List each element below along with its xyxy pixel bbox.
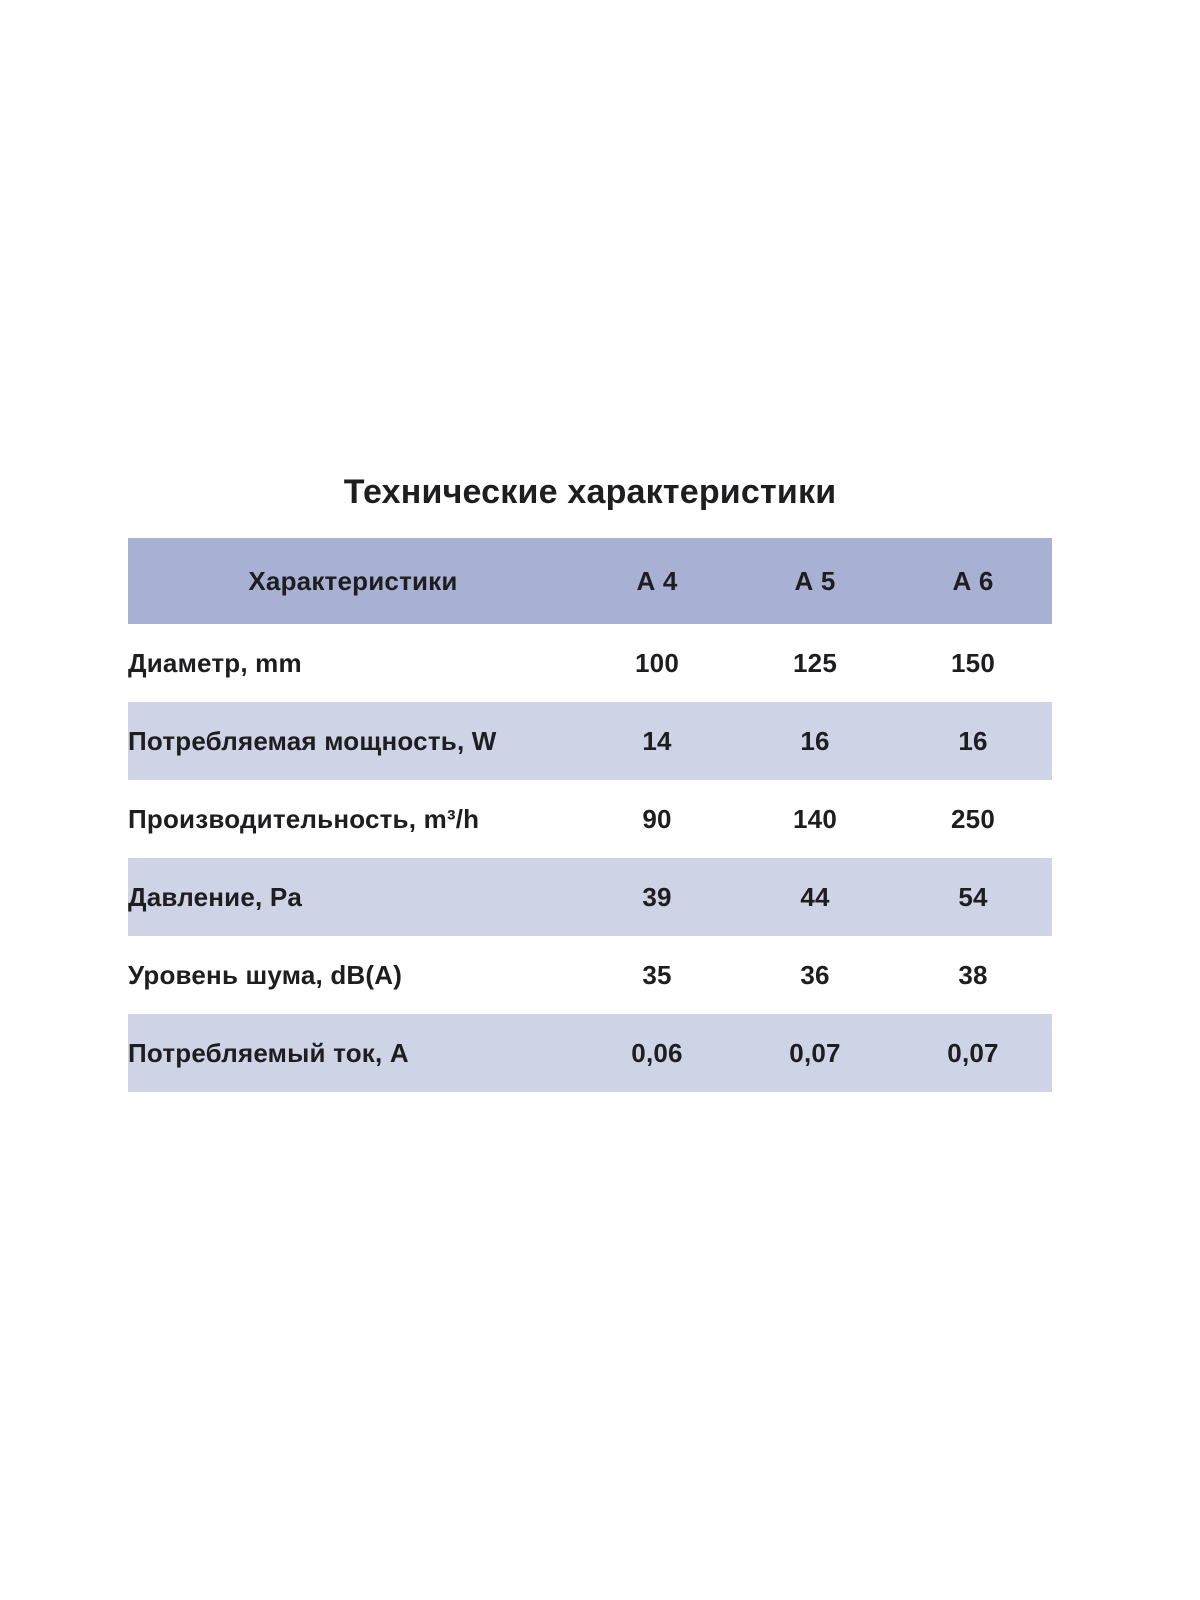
spec-value: 250 (951, 803, 995, 834)
spec-label: Давление, Pa (128, 881, 303, 912)
spec-value: 125 (793, 647, 837, 678)
table-header-row (128, 538, 1052, 624)
spec-label: Потребляемая мощность, W (128, 725, 497, 756)
spec-label: Диаметр, mm (128, 647, 302, 678)
column-header-a6: А 6 (952, 565, 994, 596)
table-row-pressure (128, 858, 1052, 936)
page-title: Технические характеристики (343, 473, 837, 511)
column-header-characteristics: Характеристики (248, 565, 458, 596)
spec-value: 16 (800, 725, 830, 756)
spec-value: 36 (800, 959, 830, 990)
spec-value: 100 (635, 647, 679, 678)
column-header-a5: А 5 (794, 565, 836, 596)
table-row-current (128, 1014, 1052, 1092)
spec-value: 14 (642, 725, 672, 756)
table-row-noise (128, 936, 1052, 1014)
spec-value: 140 (793, 803, 837, 834)
spec-value: 38 (958, 959, 988, 990)
spec-label: Уровень шума, dB(A) (128, 959, 403, 990)
spec-value: 0,07 (789, 1037, 841, 1068)
specs-table (128, 538, 1052, 1092)
table-row-power (128, 702, 1052, 780)
table-row-airflow (128, 780, 1052, 858)
spec-value: 44 (800, 881, 830, 912)
spec-value: 54 (958, 881, 988, 912)
spec-label: Потребляемый ток, А (128, 1037, 409, 1068)
spec-value: 0,07 (947, 1037, 999, 1068)
spec-value: 39 (642, 881, 672, 912)
spec-value: 16 (958, 725, 988, 756)
spec-value: 0,06 (631, 1037, 683, 1068)
spec-value: 150 (951, 647, 995, 678)
spec-label: Производительность, m³/h (128, 803, 480, 834)
column-header-a4: А 4 (636, 565, 678, 596)
table-row-diameter (128, 624, 1052, 702)
spec-value: 35 (642, 959, 672, 990)
spec-value: 90 (642, 803, 672, 834)
